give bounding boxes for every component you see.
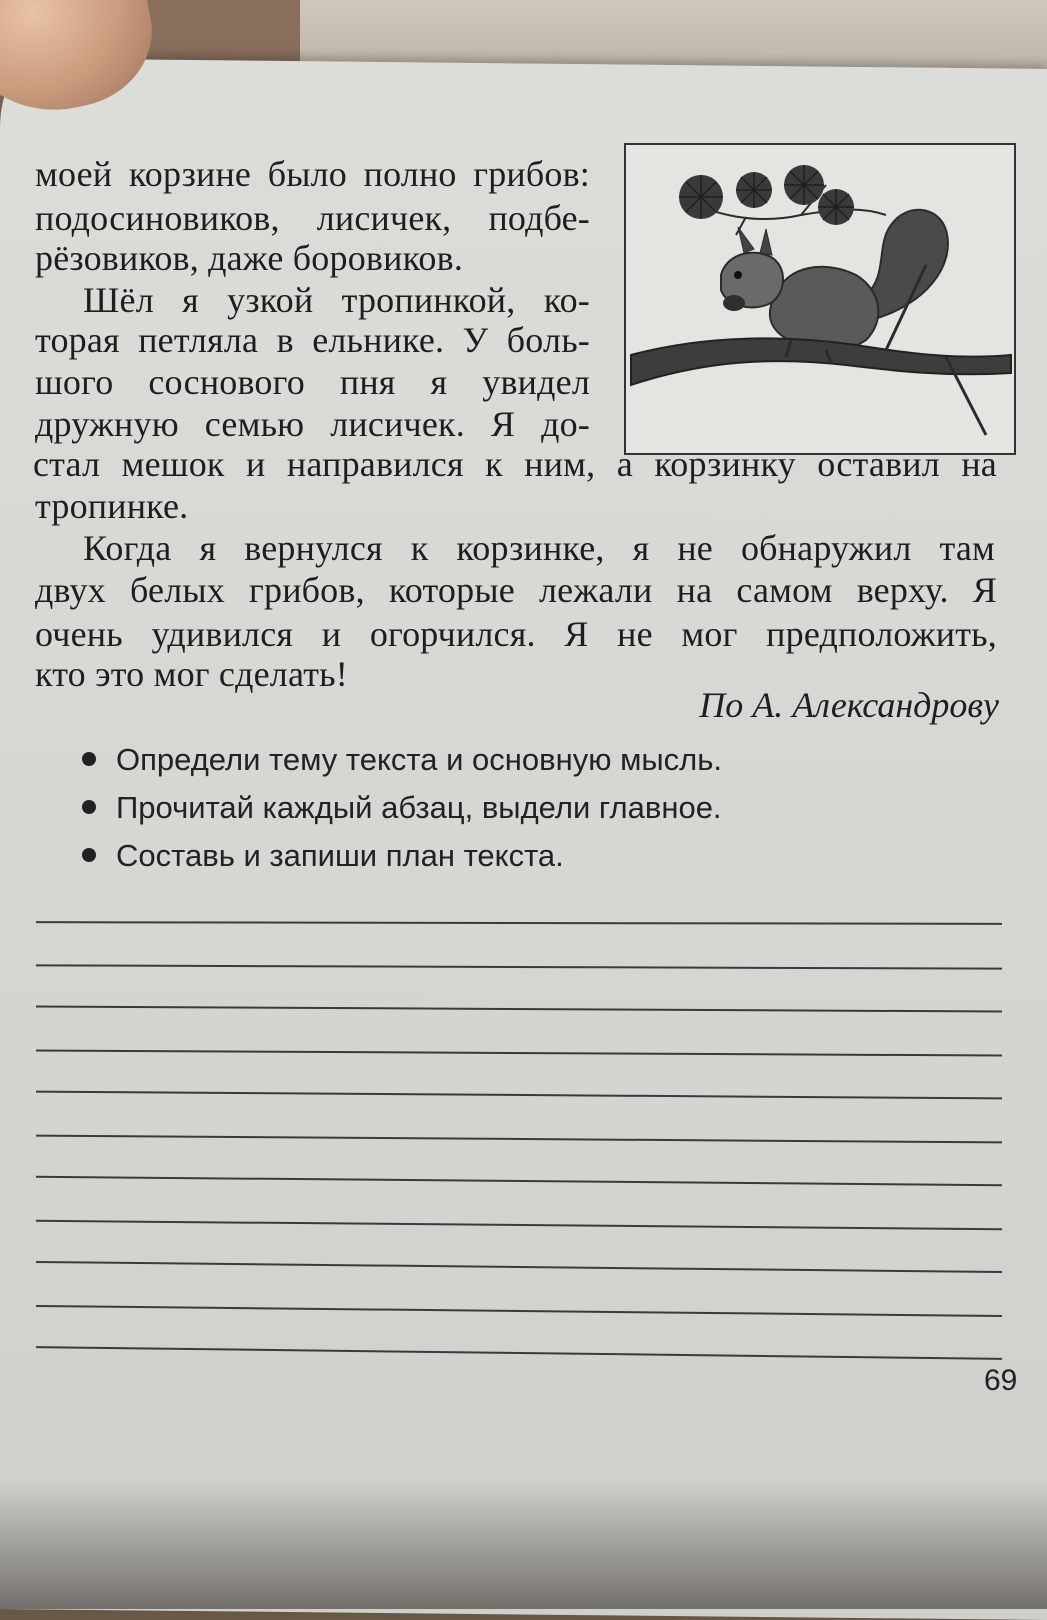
text-line-12: очень удивился и огорчился. Я не мог предположить, — [35, 614, 997, 654]
writing-line[interactable] — [36, 1049, 1002, 1056]
writing-line[interactable] — [36, 1091, 1002, 1100]
text-line-13: кто это мог сделать! — [35, 654, 348, 694]
text-attribution: По А. Александрову — [699, 685, 999, 725]
writing-line[interactable] — [36, 921, 1002, 925]
writing-line[interactable] — [36, 1346, 1002, 1360]
task-item-2 — [82, 790, 722, 826]
writing-line[interactable] — [36, 1135, 1002, 1144]
writing-line[interactable] — [36, 1176, 1002, 1186]
bullet-icon — [82, 800, 96, 814]
task-label: Составь и запиши план текста. — [116, 838, 564, 873]
text-line-3: рёзовиков, даже боровиков. — [35, 238, 464, 278]
text-line-6: шого соснового пня я увидел — [35, 362, 590, 402]
text-line-5: торая петляла в ельнике. У боль- — [35, 320, 590, 360]
bullet-icon — [82, 752, 96, 766]
text-line-4: Шёл я узкой тропинкой, ко- — [83, 280, 590, 320]
text-line-7: дружную семью лисичек. Я до- — [35, 404, 590, 444]
page-number: 69 — [984, 1364, 1018, 1397]
task-label: Определи тему текста и основную мысль. — [116, 742, 723, 777]
text-line-11: двух белых грибов, которые лежали на самом верху. Я — [35, 570, 997, 610]
writing-line[interactable] — [36, 1220, 1002, 1230]
bottom-shadow — [0, 1480, 1047, 1609]
text-line-8: стал мешок и направился к ним, а корзинку оставил на — [33, 444, 997, 484]
task-item-1 — [82, 742, 722, 778]
writing-line[interactable] — [36, 1305, 1002, 1317]
squirrel-illustration — [624, 143, 1016, 455]
text-line-10: Когда я вернулся к корзинке, я не обнаружил там — [83, 528, 995, 568]
writing-line[interactable] — [36, 1261, 1002, 1273]
writing-line[interactable] — [36, 1005, 1002, 1012]
writing-line[interactable] — [36, 964, 1002, 969]
task-item-3 — [82, 838, 564, 874]
text-line-1: моей корзине было полно грибов: — [35, 154, 590, 194]
squirrel-on-branch-icon — [626, 145, 1014, 453]
text-line-9: тропинке. — [35, 486, 189, 526]
text-line-2: подосиновиков, лисичек, подбе- — [35, 198, 590, 238]
bullet-icon — [82, 848, 96, 862]
task-label: Прочитай каждый абзац, выдели главное. — [116, 790, 722, 825]
